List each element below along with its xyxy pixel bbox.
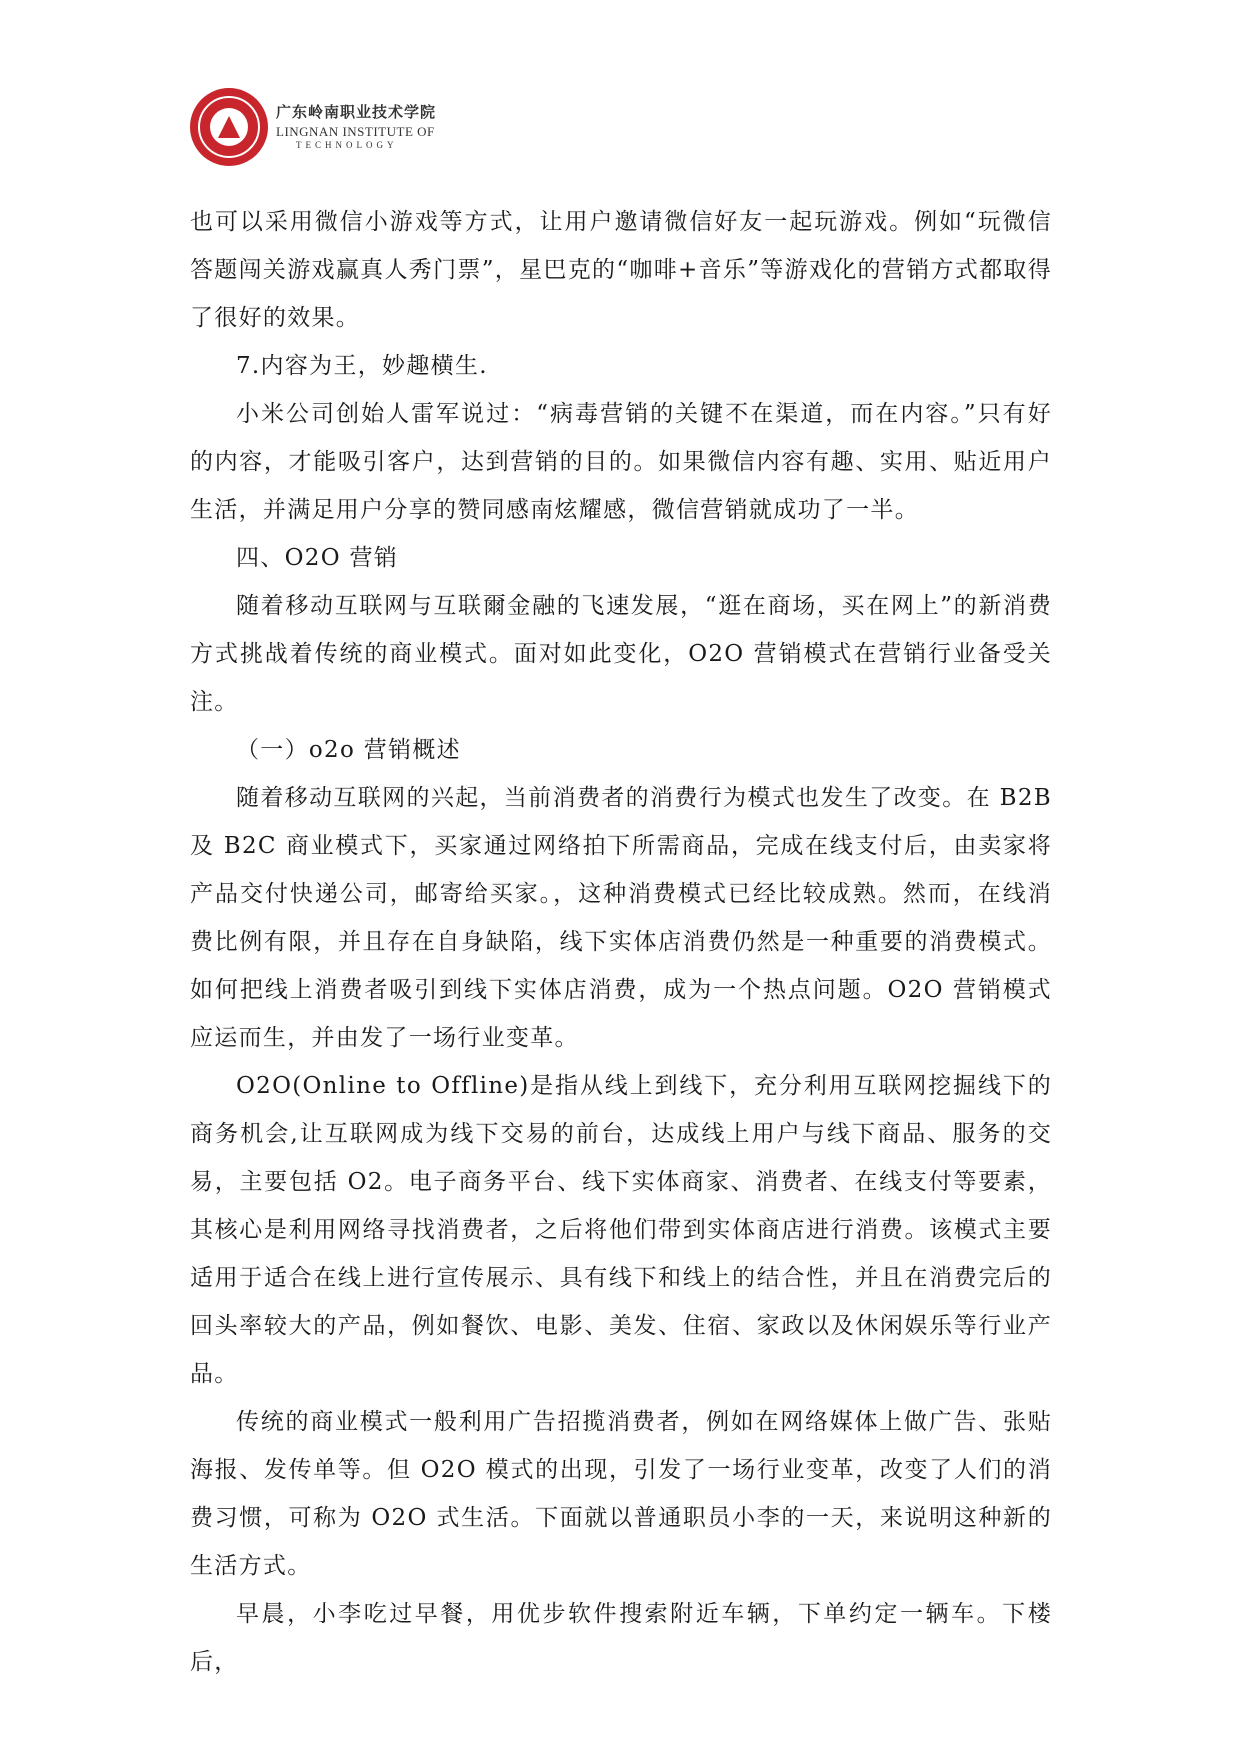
subsection-heading: （一）o2o 营销概述 <box>236 737 461 763</box>
paragraph: 小米公司创始人雷军说过：“病毒营销的关键不在渠道，而在内容。”只有好的内容，才能吸引客户，达到营销的目的。如果微信内容有趣、实用、贴近用户生活，并满足用户分享的赞同感南炫耀感，微信营销就成功了一半。 <box>190 401 1052 523</box>
institution-name <box>276 102 437 150</box>
document-body <box>190 198 1052 1686</box>
institution-name-en: LINGNAN INSTITUTE OF <box>276 123 435 139</box>
section-heading: 7.内容为王，妙趣横生. <box>236 353 488 379</box>
paragraph: O2O(Online to Offline)是指从线上到线下，充分利用互联网挖掘线下的商务机会,让互联网成为线下交易的前台，达成线上用户与线下商品、服务的交易，主要包括 O2。电子商务平台、线下实体商家、消费者、在线支付等要素，其核心是利用网络寻找消费者，之后将他们带到实体商店进行消费。该模式主要适用于适合在线上进行宣传展示、具有线下和线上的结合性，并且在消费完后的回头率较大的产品，例如餐饮、电影、美发、住宿、家政以及休闲娱乐等行业产品。 <box>190 1073 1052 1387</box>
institution-name-en-line2: TECHNOLOGY <box>296 139 398 150</box>
paragraph: 传统的商业模式一般利用广告招揽消费者，例如在网络媒体上做广告、张贴海报、发传单等。但 O2O 模式的出现，引发了一场行业变革，改变了人们的消费习惯，可称为 O2O 式生活。下面就以普通职员小李的一天，来说明这种新的生活方式。 <box>190 1409 1052 1579</box>
paragraph: 随着移动互联网与互联爾金融的飞速发展，“逛在商场，买在网上”的新消费方式挑战着传统的商业模式。面对如此变化，O2O 营销模式在营销行业备受关注。 <box>190 593 1052 715</box>
document-header <box>190 88 436 166</box>
paragraph: 随着移动互联网的兴起，当前消费者的消费行为模式也发生了改变。在 B2B 及 B2C 商业模式下，买家通过网络拍下所需商品，完成在线支付后，由卖家将产品交付快递公司，邮寄给买家。，这种消费模式已经比较成熟。然而，在线消费比例有限，并且存在自身缺陷，线下实体店消费仍然是一种重要的消费模式。如何把线上消费者吸引到线下实体店消费，成为一个热点问题。O2O 营销模式应运而生，并由发了一场行业变革。 <box>190 785 1052 1051</box>
institution-name-cn: 广东岭南职业技术学院 <box>276 102 437 121</box>
paragraph: 早晨，小李吃过早餐，用优步软件搜索附近车辆，下单约定一辆车。下楼后， <box>190 1601 1052 1675</box>
section-heading: 四、O2O 营销 <box>236 545 399 571</box>
institution-logo-icon <box>190 88 268 166</box>
paragraph: 也可以采用微信小游戏等方式，让用户邀请微信好友一起玩游戏。例如“玩微信答题闯关游戏赢真人秀门票”，星巴克的“咖啡+音乐”等游戏化的营销方式都取得了很好的效果。 <box>190 209 1052 331</box>
